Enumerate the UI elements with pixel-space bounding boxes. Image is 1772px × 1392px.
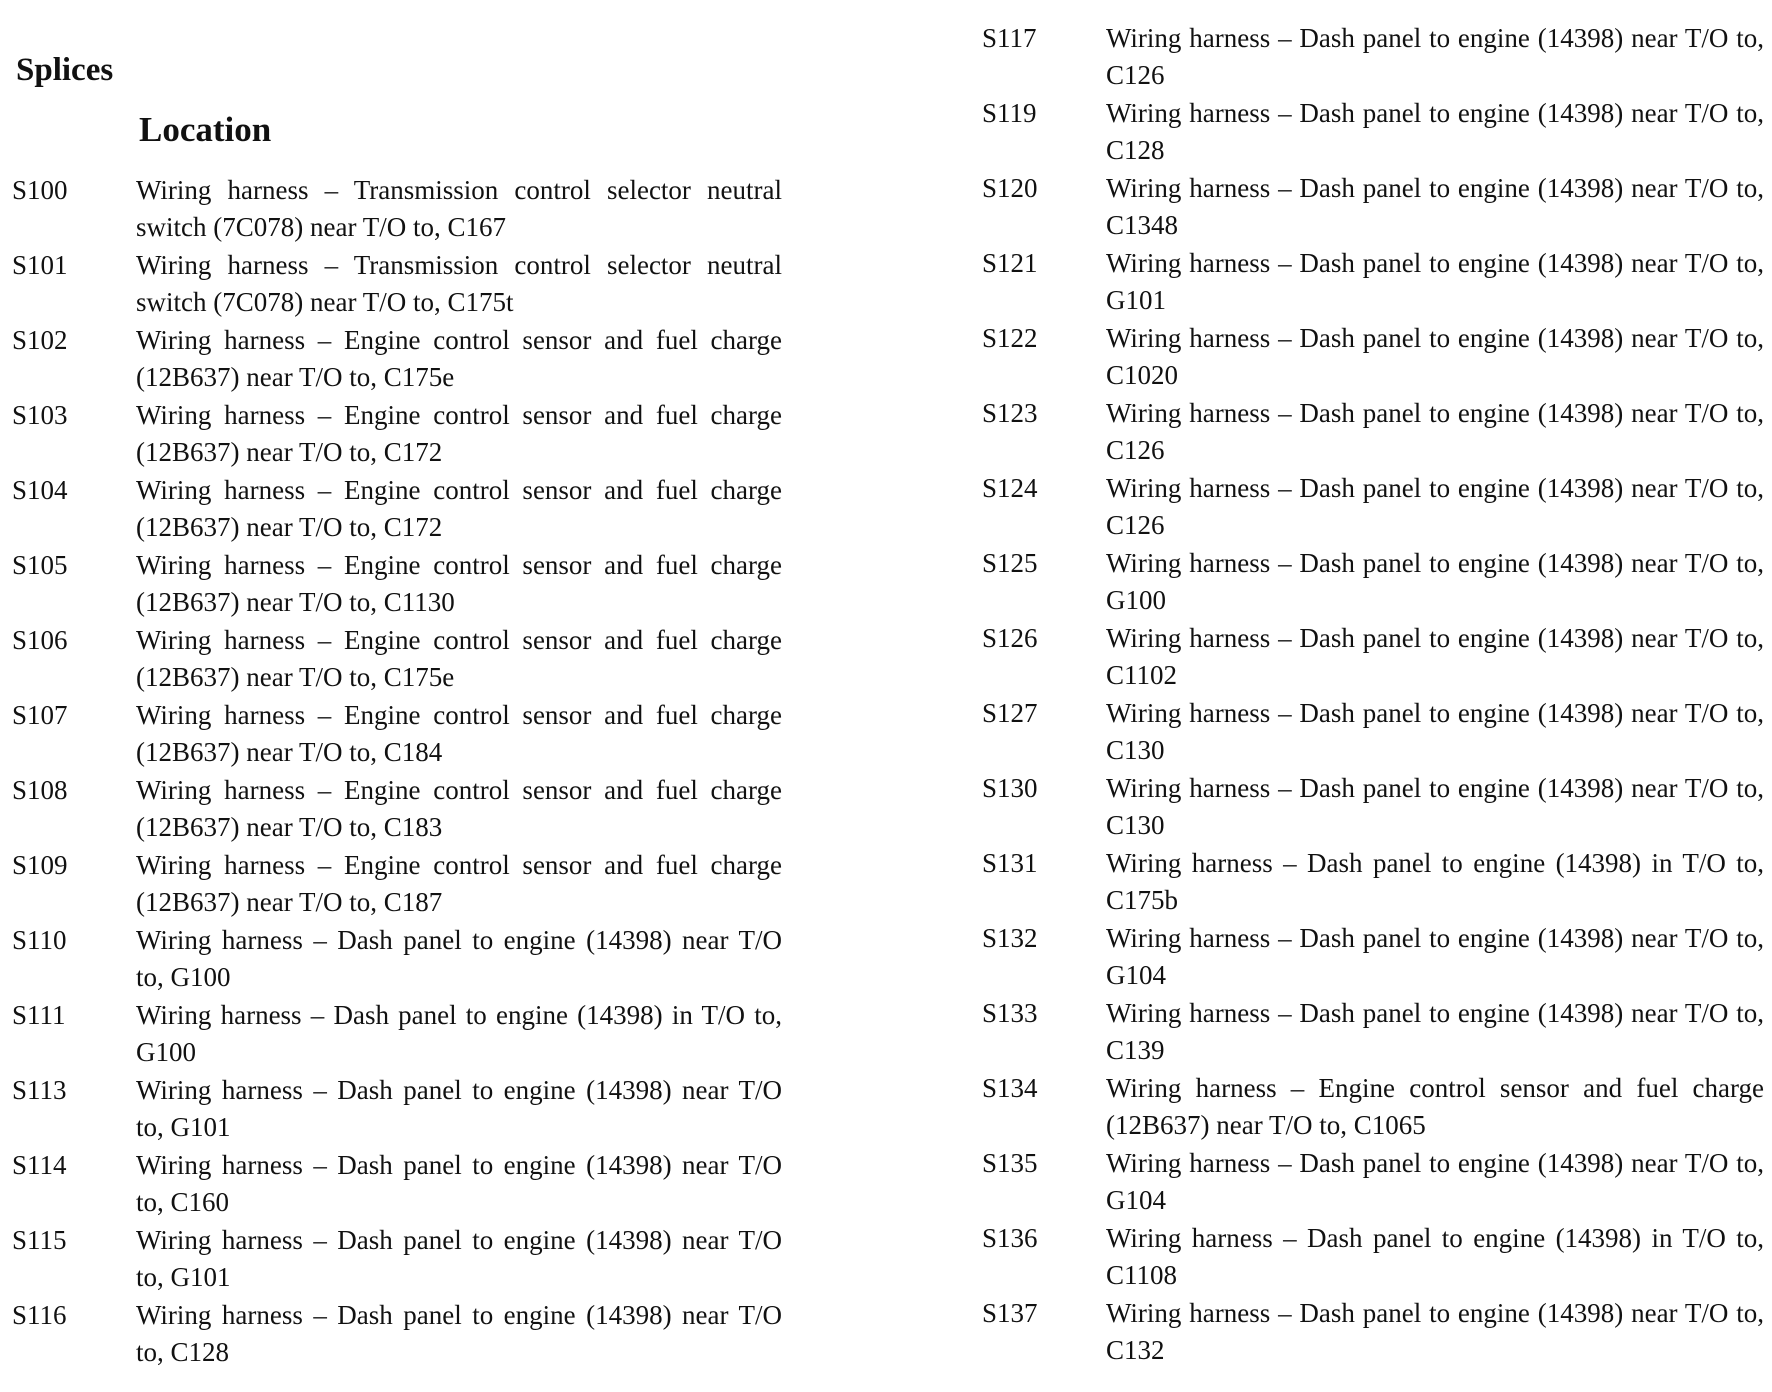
splice-entry [982, 1220, 1764, 1295]
splice-entry [982, 1145, 1764, 1220]
splice-location: Wiring harness – Transmission control selector neutral switch (7C078) near T/O to, C167 [136, 175, 782, 242]
splice-list-left [12, 172, 782, 1372]
splice-code: S108 [12, 775, 68, 805]
splice-entry [12, 1072, 782, 1147]
splice-entry [12, 172, 782, 247]
splice-location: Wiring harness – Dash panel to engine (14398) near T/O to, C130 [1106, 773, 1764, 840]
splice-location: Wiring harness – Dash panel to engine (14398) near T/O to, C128 [1106, 98, 1764, 165]
splice-location: Wiring harness – Engine control sensor and fuel charge (12B637) near T/O to, C172 [136, 400, 782, 467]
splice-location: Wiring harness – Dash panel to engine (14398) near T/O to, G101 [1106, 248, 1764, 315]
splice-entry [982, 470, 1764, 545]
splice-entry [12, 697, 782, 772]
splice-code: S131 [982, 848, 1038, 878]
splice-code: S109 [12, 850, 68, 880]
splice-code: S111 [12, 1000, 66, 1030]
splice-location: Wiring harness – Engine control sensor and fuel charge (12B637) near T/O to, C1065 [1106, 1073, 1764, 1140]
splice-code: S107 [12, 700, 68, 730]
splice-location: Wiring harness – Dash panel to engine (14398) in T/O to, G100 [136, 1000, 782, 1067]
splice-entry [982, 1295, 1764, 1370]
splice-location: Wiring harness – Dash panel to engine (14398) near T/O to, G104 [1106, 1148, 1764, 1215]
splice-code: S124 [982, 473, 1038, 503]
splice-location: Wiring harness – Dash panel to engine (14398) near T/O to, C132 [1106, 1298, 1764, 1365]
splice-entry [982, 920, 1764, 995]
splice-code: S133 [982, 998, 1038, 1028]
splice-entry [982, 95, 1764, 170]
splice-entry [12, 247, 782, 322]
splice-entry [12, 847, 782, 922]
splice-entry [12, 547, 782, 622]
splice-entry [982, 170, 1764, 245]
splice-entry [982, 20, 1764, 95]
splice-entry [12, 772, 782, 847]
splice-location: Wiring harness – Dash panel to engine (14398) near T/O to, C139 [1106, 998, 1764, 1065]
splice-code: S125 [982, 548, 1038, 578]
splice-code: S106 [12, 625, 68, 655]
splice-location: Wiring harness – Dash panel to engine (14398) near T/O to, C128 [136, 1300, 782, 1367]
splice-location: Wiring harness – Dash panel to engine (14398) in T/O to, C175b [1106, 848, 1764, 915]
splice-location: Wiring harness – Engine control sensor and fuel charge (12B637) near T/O to, C175e [136, 625, 782, 692]
splice-entry [12, 622, 782, 697]
splice-entry [982, 845, 1764, 920]
splice-code: S116 [12, 1300, 67, 1330]
splice-code: S104 [12, 475, 68, 505]
splice-code: S137 [982, 1298, 1038, 1328]
splice-code: S122 [982, 323, 1038, 353]
splice-entry [12, 997, 782, 1072]
splice-entry [982, 770, 1764, 845]
splice-entry [12, 397, 782, 472]
splice-entry [982, 395, 1764, 470]
splice-code: S119 [982, 98, 1037, 128]
splice-code: S110 [12, 925, 67, 955]
splice-code: S130 [982, 773, 1038, 803]
splice-location: Wiring harness – Dash panel to engine (14398) in T/O to, C1108 [1106, 1223, 1764, 1290]
splice-entry [12, 1222, 782, 1297]
splice-code: S126 [982, 623, 1038, 653]
splice-code: S100 [12, 175, 68, 205]
splice-location: Wiring harness – Dash panel to engine (14398) near T/O to, C1348 [1106, 173, 1764, 240]
splice-code: S120 [982, 173, 1038, 203]
splice-location: Wiring harness – Engine control sensor and fuel charge (12B637) near T/O to, C183 [136, 775, 782, 842]
splice-entry [12, 472, 782, 547]
splice-code: S117 [982, 23, 1037, 53]
splice-code: S102 [12, 325, 68, 355]
splice-entry [982, 620, 1764, 695]
splice-location: Wiring harness – Transmission control selector neutral switch (7C078) near T/O to, C175t [136, 250, 782, 317]
splice-code: S123 [982, 398, 1038, 428]
splice-location: Wiring harness – Dash panel to engine (14398) near T/O to, C160 [136, 1150, 782, 1217]
splice-location: Wiring harness – Dash panel to engine (14398) near T/O to, C126 [1106, 23, 1764, 90]
splice-code: S115 [12, 1225, 67, 1255]
splice-location: Wiring harness – Dash panel to engine (14398) near T/O to, G100 [1106, 548, 1764, 615]
splice-entry [982, 1070, 1764, 1145]
splice-location: Wiring harness – Dash panel to engine (14398) near T/O to, C1102 [1106, 623, 1764, 690]
splice-code: S101 [12, 250, 68, 280]
splice-location: Wiring harness – Dash panel to engine (14398) near T/O to, G104 [1106, 923, 1764, 990]
splice-location: Wiring harness – Engine control sensor and fuel charge (12B637) near T/O to, C1130 [136, 550, 782, 617]
splice-entry [12, 1147, 782, 1222]
splice-entry [12, 322, 782, 397]
splice-code: S114 [12, 1150, 67, 1180]
splice-code: S113 [12, 1075, 67, 1105]
splice-entry [12, 1297, 782, 1372]
splice-entry [982, 995, 1764, 1070]
splice-location: Wiring harness – Dash panel to engine (14398) near T/O to, C130 [1106, 698, 1764, 765]
splice-location: Wiring harness – Engine control sensor and fuel charge (12B637) near T/O to, C187 [136, 850, 782, 917]
splice-code: S121 [982, 248, 1038, 278]
splice-entry [982, 545, 1764, 620]
splice-code: S136 [982, 1223, 1038, 1253]
splice-code: S105 [12, 550, 68, 580]
splice-location: Wiring harness – Engine control sensor and fuel charge (12B637) near T/O to, C184 [136, 700, 782, 767]
splice-entry [982, 245, 1764, 320]
splice-location: Wiring harness – Dash panel to engine (14398) near T/O to, C126 [1106, 473, 1764, 540]
splice-code: S132 [982, 923, 1038, 953]
splice-location: Wiring harness – Dash panel to engine (14398) near T/O to, C1020 [1106, 323, 1764, 390]
splice-entry [12, 922, 782, 997]
splice-location: Wiring harness – Dash panel to engine (14398) near T/O to, G101 [136, 1225, 782, 1292]
splice-entry [982, 695, 1764, 770]
splice-location: Wiring harness – Dash panel to engine (14398) near T/O to, C126 [1106, 398, 1764, 465]
splice-code: S134 [982, 1073, 1038, 1103]
splice-entry [982, 320, 1764, 395]
splice-location: Wiring harness – Engine control sensor and fuel charge (12B637) near T/O to, C175e [136, 325, 782, 392]
splice-code: S103 [12, 400, 68, 430]
splice-location: Wiring harness – Dash panel to engine (14398) near T/O to, G100 [136, 925, 782, 992]
section-title: Splices [16, 52, 114, 88]
splice-code: S135 [982, 1148, 1038, 1178]
splice-list-right [982, 20, 1764, 1370]
splice-location: Wiring harness – Dash panel to engine (14398) near T/O to, G101 [136, 1075, 782, 1142]
splice-location: Wiring harness – Engine control sensor and fuel charge (12B637) near T/O to, C172 [136, 475, 782, 542]
location-column-heading: Location [139, 110, 272, 149]
splice-code: S127 [982, 698, 1038, 728]
